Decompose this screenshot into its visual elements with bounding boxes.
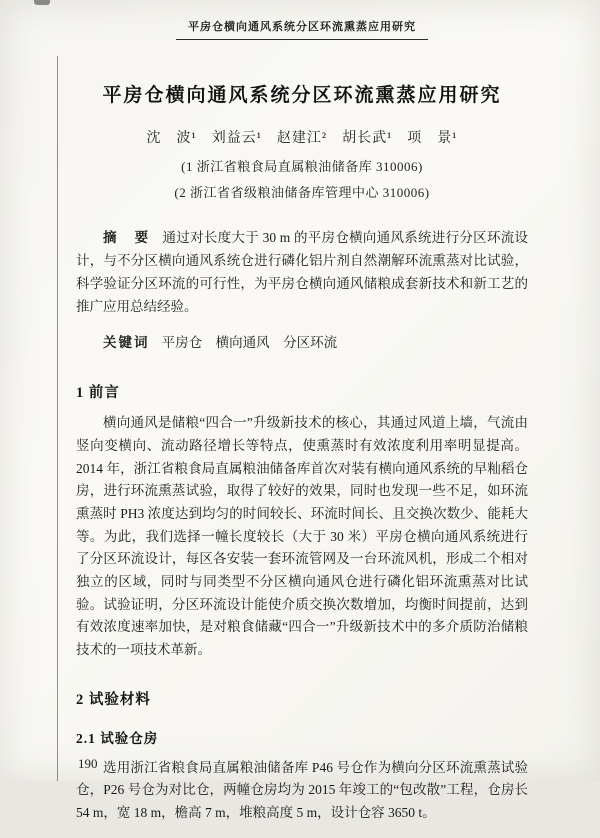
paper-title: 平房仓横向通风系统分区环流熏蒸应用研究 [102, 85, 502, 106]
keywords-label: 关键词 [103, 335, 150, 351]
abstract-text: 通过对长度大于 30 m 的平房仓横向通风系统进行分区环流设计，与不分区横向通风系统仓进行磷化铝片剂自然潮解环流熏蒸对比试验，科学验证分区环流的可行性，为平房仓横向通风储粮成套新技术和新工艺的推广应用总结经验。 [76, 230, 529, 314]
page-content [76, 0, 528, 838]
section-1-body: 横向通风是储粮“四合一”升级新技术的核心，其通过风道上墙，气流由竖向变横向、流动路径增长等特点，使熏蒸时有效浓度利用率明显提高。2014 年，浙江省粮食局直属粮油储备库首次对装有横向通风系统的早籼稻仓房，进行环流熏蒸试验，取得了较好的效果，同时也发现一些不足，如环流熏蒸时 PH3 浓度达到均匀的时间较长、环流时间长、且交换次数少、能耗大等。为此，我们选择一幢长度较长（大于 30 米）平房仓横向通风系统进行了分区环流设计，每区各安装一套环流管网及一台环流风机，形成二个相对独立的区域，同时与同类型不分区横向通风仓进行磷化铝环流熏蒸对比试验。试验证明，分区环流设计能使介质交换次数增加，均衡时间提前，达到有效浓度速率加快，是对粮食储藏“四合一”升级新技术中的多介质防治储粮技术的一项技术革新。 [76, 415, 528, 657]
keywords-line [76, 332, 528, 355]
abstract-paragraph [76, 227, 528, 319]
subsection-heading-2-1: 2.1 试验仓房 [76, 730, 159, 746]
section-heading-1: 1 前言 [76, 385, 120, 402]
page-number: 190 [78, 756, 98, 771]
affiliation-2: (2 浙江省省级粮油储备库管理中心 310006) [174, 185, 430, 200]
header-rule [176, 39, 428, 40]
keywords-text: 平房仓 横向通风 分区环流 [161, 335, 338, 351]
section-heading-2: 2 试验材料 [76, 691, 151, 708]
scan-edge-line [57, 56, 58, 781]
scan-corner-artifact [34, 0, 50, 5]
subsection-2-1-body: 选用浙江省粮食局直属粮油储备库 P46 号仓作为横向分区环流熏蒸试验仓，P26 号仓为对比仓，两幢仓房均为 2015 年竣工的“包改散”工程，仓房长 54 m，宽 18 m，檐高 7 m，堆粮高度 5 m，设计仓容 3650 t。 [76, 759, 528, 820]
affiliation-1: (1 浙江省粮食局直属粮油储备库 310006) [181, 159, 423, 174]
authors-line: 沈 波¹ 刘益云¹ 赵建江² 胡长武¹ 项 景¹ [146, 131, 458, 146]
running-head: 平房仓横向通风系统分区环流熏蒸应用研究 [188, 21, 416, 33]
abstract-label: 摘 要 [103, 230, 151, 245]
